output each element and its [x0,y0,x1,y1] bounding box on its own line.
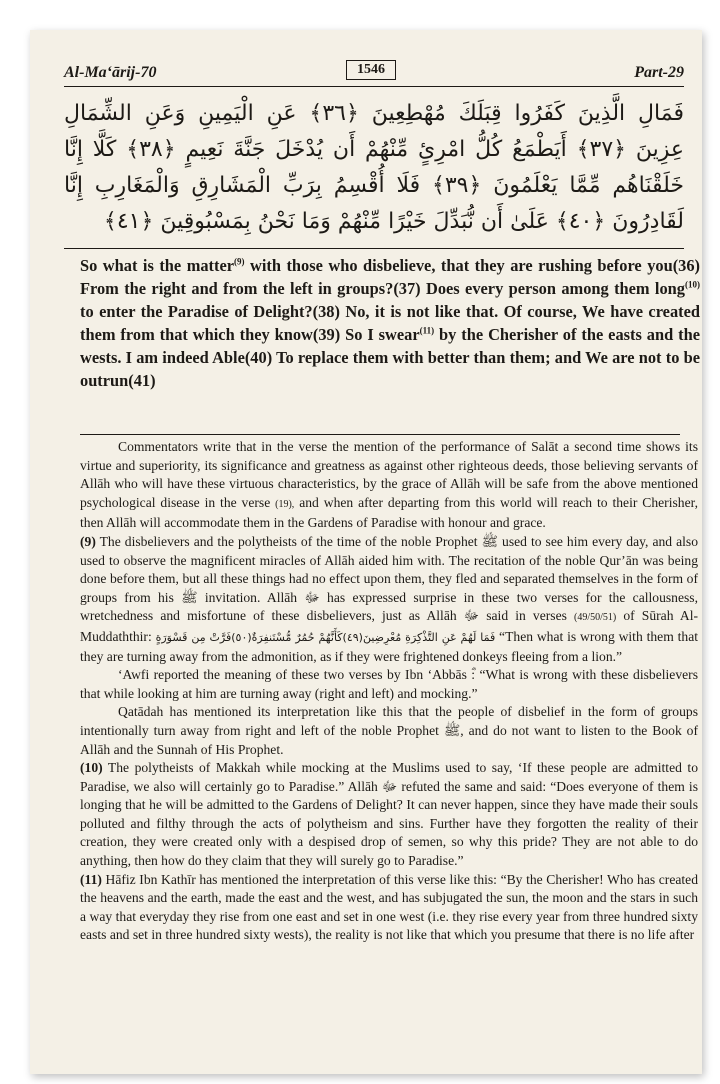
note-text: The polytheists of Makkah while mocking at the Muslims used to say, ‘If these people are admitted to Paradise, we also will certainly go to Paradise.” Allāh ﷻ refuted the same and said: “Does everyone of them is longing that he will be admitted to the Gardens of Delight? It can never happen, since they have made their souls polluted and filthy through the acts of polytheism and sins. Further have they forgotten the reality of their creation, they were created only with a despised drop of semen, so why this pride? They are not able to do anything, then how do they claim that they will surely go to Paradise.” [80,760,698,869]
translation-part-1: So what is the matter [80,256,235,275]
book-page [30,30,702,1074]
note-text: Hāfiz Ibn Kathīr has mentioned the interpretation of this verse like this: “By the Cherisher! Who has created the heavens and the earth, made the east and the west, and has subjugated the sun, the moon and the stars in such a way that everyday they rise from one east and set in one west (i.e. they rise every year from three hundred sixty easts and set in three hundred sixty wests), the reality is not like that which you presume that there is no life after [80,871,698,943]
commentary-paragraph: ‘Awfi reported the meaning of these two verses by Ibn ‘Abbās ؓ: “What is wrong with these disbelievers that while looking at him are turning away (right and left) and mocking.” [80,667,698,701]
arabic-divider [64,248,684,249]
note-text: “Then what is wrong with them that they are turning away from the admonition, as if they were frightened donkeys fleeing from a lion.” [80,628,698,664]
commentary-text: Commentators write that in the verse the mention of the performance of Salāt a second time shows its virtue and superiority, its significance and greatness as against other righteous deeds, those believing servants of Allāh who will have these virtuous characteristics, by the grace of Allāh will be safe from the above mentioned psychological disease in the verse [80,439,698,510]
note-number: (11) [80,871,102,887]
page-number-box: 1546 [346,60,396,80]
arabic-verses: فَمَالِ الَّذِينَ كَفَرُوا قِبَلَكَ مُهْطِعِينَ ﴿٣٦﴾ عَنِ الْيَمِينِ وَعَنِ الشِّمَالِ عِزِينَ ﴿٣٧﴾ أَيَطْمَعُ كُلُّ امْرِئٍ مِّنْهُمْ أَن يُدْخَلَ جَنَّةَ نَعِيمٍ ﴿٣٨﴾ كَلَّا إِنَّا خَلَقْنَاهُم مِّمَّا يَعْلَمُونَ ﴿٣٩﴾ فَلَا أُقْسِمُ بِرَبِّ الْمَشَارِقِ وَالْمَغَارِبِ إِنَّا لَقَادِرُونَ ﴿٤٠﴾ عَلَىٰ أَن نُّبَدِّلَ خَيْرًا مِّنْهُمْ وَمَا نَحْنُ بِمَسْبُوقِينَ ﴿٤١﴾ [64,101,685,234]
footnote-ref-9: (9) [234,256,245,267]
commentary [80,438,698,945]
translation-divider [80,434,680,435]
note-text: of Sūrah Al-Muddaththir: [80,608,698,644]
arabic-quote: فَمَا لَهُمْ عَنِ التَّذْكِرَةِ مُعْرِضِينَ(٤٩)كَأَنَّهُمْ حُمُرٌ مُّسْتَنفِرَةٌ(٥٠)فَرَّتْ مِن قَسْوَرَةٍ [155,630,496,644]
verse-ref: (49/50/51) [574,612,617,624]
note-9 [80,533,698,666]
note-number: (9) [80,533,96,549]
verse-ref: (19), [275,498,295,510]
note-10 [80,759,698,871]
note-text: The disbelievers and the polytheists of the time of the noble Prophet ﷺ used to see him every day, and also used to observe the magnificent miracles of Allāh aided him with. The recitation of the noble Qur’ān was being done before them, but all these things had no effect upon them, they fled and separated themselves in the form of groups from his ﷺ invitation. Allāh ﷻ has expressed surprise in these two verses for the callousness, wretchedness and misfortune of these disbelievers, just as Allāh ﷻ said in verses [80,533,698,624]
footnote-ref-11: (11) [419,325,435,336]
commentary-paragraph: Qatādah has mentioned its interpretation like this that the people of disbelief in the form of groups intentionally turn away from right and left of the noble Prophet ﷺ, and do not want to listen to the Book of Allāh and the Sunnah of His Prophet. [80,704,698,757]
header-rule [64,86,684,87]
commentary-text: and when after departing from this world will reach to their Cherisher, then Allāh will accommodate them in the Gardens of Paradise with honour and grace. [80,494,698,531]
running-header [64,58,684,88]
footnote-ref-10: (10) [685,279,700,290]
translation-part-4: by the Cherisher of the easts and the wests. I am indeed Able(40) To replace them with better than them; and We are not to be outrun(41) [80,325,700,390]
translation-part-3: to enter the Paradise of Delight?(38) No, it is not like that. Of course, We have created them from that which they know(39) So I swear [80,302,700,344]
surah-title: Al-Ma‘ārij-70 [64,64,157,81]
note-11 [80,871,698,945]
part-label: Part-29 [634,64,684,81]
note-number: (10) [80,760,103,776]
translation-part-2: with those who disbelieve, that they are rushing before you(36) From the right and from the left in groups?(37) Does every person among them long [80,256,701,298]
commentary-paragraph [80,438,698,533]
english-translation [80,254,700,392]
